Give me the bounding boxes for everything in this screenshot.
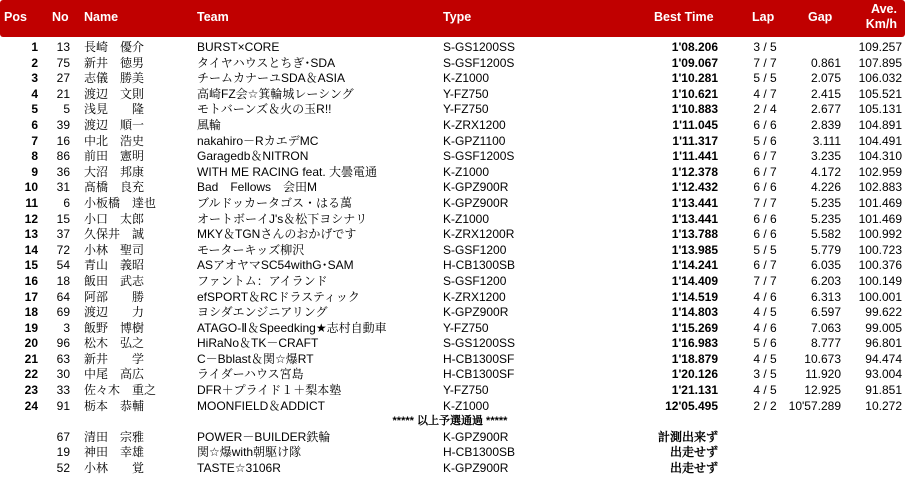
name-cell: 飯野 博樹 xyxy=(84,320,145,335)
type-cell: K-ZRX1200 xyxy=(443,117,506,132)
type-cell: K-Z1000 xyxy=(443,164,490,179)
number-cell: 16 xyxy=(56,133,70,148)
number-cell: 3 xyxy=(63,320,70,335)
table-row xyxy=(0,102,905,118)
name-cell: 渡辺 力 xyxy=(84,305,145,320)
best-time-cell: 1'10.281 xyxy=(671,71,718,86)
pos-cell: 18 xyxy=(24,305,38,320)
best-time-cell: 1'10.621 xyxy=(671,86,718,101)
table-row xyxy=(0,196,905,212)
pos-cell: 17 xyxy=(24,289,38,304)
type-cell: S-GS1200SS xyxy=(443,336,516,351)
name-cell: 小林 覚 xyxy=(84,461,145,476)
ave-speed-cell: 100.376 xyxy=(858,258,902,273)
lap-cell: 2 / 2 xyxy=(753,398,777,413)
result-rows xyxy=(0,40,905,477)
gap-cell: 3.111 xyxy=(812,133,841,148)
name-cell: 小林 聖司 xyxy=(84,242,145,257)
number-cell: 39 xyxy=(56,117,70,132)
number-cell: 31 xyxy=(56,180,70,195)
number-cell: 63 xyxy=(56,351,70,366)
type-cell: S-GSF1200S xyxy=(443,149,515,164)
pos-cell: 13 xyxy=(24,227,38,242)
gap-cell: 2.839 xyxy=(810,117,841,132)
type-cell: K-GPZ900R xyxy=(443,461,509,476)
best-time-cell: 1'13.985 xyxy=(671,242,718,257)
best-time-cell: 1'14.241 xyxy=(671,258,718,273)
number-cell: 18 xyxy=(56,273,70,288)
best-time-cell: 1'10.883 xyxy=(671,102,718,117)
name-cell: 中北 浩史 xyxy=(84,133,145,148)
best-time-cell: 1'13.441 xyxy=(671,211,718,226)
ave-speed-cell: 93.004 xyxy=(865,367,902,382)
type-cell: Y-FZ750 xyxy=(443,383,489,398)
status-cell: 出走せず xyxy=(669,461,718,476)
number-cell: 21 xyxy=(56,86,70,101)
type-cell: K-Z1000 xyxy=(443,211,490,226)
header-gap: Gap xyxy=(808,10,833,24)
type-cell: K-GPZ1100 xyxy=(443,133,506,148)
type-cell: K-Z1000 xyxy=(443,398,490,413)
type-cell: H-CB1300SF xyxy=(443,351,515,366)
name-cell: 青山 義昭 xyxy=(84,258,145,273)
header-ave xyxy=(866,2,897,32)
pos-cell: 5 xyxy=(31,102,38,117)
lap-cell: 5 / 5 xyxy=(753,71,777,86)
table-row xyxy=(0,134,905,150)
pos-cell: 15 xyxy=(24,258,38,273)
lap-cell: 4 / 6 xyxy=(753,320,777,335)
team-cell: ATAGO-Ⅱ＆Speedking★志村自動車 xyxy=(197,320,387,335)
gap-cell: 6.203 xyxy=(810,273,841,288)
name-cell: 飯田 武志 xyxy=(84,273,145,288)
team-cell: TASTE☆3106R xyxy=(197,461,281,476)
ave-speed-cell: 105.131 xyxy=(858,102,902,117)
ave-speed-cell: 100.149 xyxy=(858,273,902,288)
team-cell: MKY＆TGNさんのおかげです xyxy=(197,227,357,242)
best-time-cell: 1'11.441 xyxy=(672,149,718,164)
team-cell: nakahiro－RカエデMC xyxy=(197,133,319,148)
best-time-cell: 12'05.495 xyxy=(665,398,718,413)
header-team: Team xyxy=(197,10,229,24)
number-cell: 30 xyxy=(56,367,70,382)
ave-speed-cell: 99.622 xyxy=(865,305,902,320)
number-cell: 37 xyxy=(56,227,70,242)
team-cell: Garagedb＆NITRON xyxy=(197,149,309,164)
name-cell: 新井 徳男 xyxy=(84,55,145,70)
team-cell: ヨシダエンジニアリング xyxy=(197,305,328,320)
pos-cell: 24 xyxy=(24,398,38,413)
team-cell: モトバーンズ＆火の玉R!! xyxy=(197,102,332,117)
name-cell: 前田 憲明 xyxy=(84,149,145,164)
pos-cell: 22 xyxy=(24,367,38,382)
type-cell: S-GS1200SS xyxy=(443,40,516,54)
number-cell: 91 xyxy=(56,398,70,413)
type-cell: K-ZRX1200 xyxy=(443,289,506,304)
header-lap: Lap xyxy=(752,10,775,24)
pos-cell: 9 xyxy=(31,164,38,179)
best-time-cell: 1'21.131 xyxy=(671,383,718,398)
ave-speed-cell: 100.723 xyxy=(858,242,902,257)
lap-cell: 2 / 4 xyxy=(753,102,777,117)
team-cell: ファントム：アイランド xyxy=(197,273,328,288)
name-cell: 渡辺 文則 xyxy=(84,86,145,101)
best-time-cell: 1'11.317 xyxy=(672,133,718,148)
number-cell: 86 xyxy=(56,149,70,164)
header-name: Name xyxy=(84,10,119,24)
best-time-cell: 1'15.269 xyxy=(671,320,718,335)
lap-cell: 7 / 7 xyxy=(753,273,777,288)
lap-cell: 7 / 7 xyxy=(753,55,777,70)
status-cell: 計測出来ず xyxy=(657,429,718,444)
name-cell: 浅見 隆 xyxy=(84,102,145,117)
gap-cell: 2.075 xyxy=(810,71,841,86)
ave-speed-cell: 96.801 xyxy=(865,336,902,351)
gap-cell: 0.861 xyxy=(810,55,841,70)
ave-speed-cell: 10.272 xyxy=(865,398,902,413)
type-cell: Y-FZ750 xyxy=(443,86,489,101)
table-row xyxy=(0,336,905,352)
type-cell: K-GPZ900R xyxy=(443,180,509,195)
gap-cell: 7.063 xyxy=(810,320,841,335)
lap-cell: 5 / 6 xyxy=(753,336,777,351)
type-cell: S-GSF1200 xyxy=(443,242,507,257)
gap-cell: 3.235 xyxy=(810,149,841,164)
type-cell: K-GPZ900R xyxy=(443,195,509,210)
number-cell: 27 xyxy=(56,71,70,86)
best-time-cell: 1'09.067 xyxy=(671,55,718,70)
name-cell: 志儀 勝美 xyxy=(84,71,145,86)
table-row xyxy=(0,180,905,196)
ave-speed-cell: 101.469 xyxy=(858,195,902,210)
team-cell: 関☆爆with朝駆け隊 xyxy=(197,445,302,460)
pos-cell: 1 xyxy=(31,40,38,54)
gap-cell: 6.597 xyxy=(810,305,841,320)
header-ave-line1: Ave. xyxy=(871,2,897,16)
team-cell: ASアオヤマSC54withG･SAM xyxy=(197,258,354,273)
header-no: No xyxy=(52,10,69,24)
lap-cell: 6 / 7 xyxy=(753,258,777,273)
lap-cell: 6 / 7 xyxy=(753,164,777,179)
name-cell: 松木 弘之 xyxy=(84,336,145,351)
gap-cell: 6.313 xyxy=(810,289,841,304)
header-pos: Pos xyxy=(4,10,27,24)
table-row xyxy=(0,258,905,274)
gap-cell: 5.235 xyxy=(810,211,841,226)
type-cell: Y-FZ750 xyxy=(443,320,489,335)
table-row xyxy=(0,274,905,290)
table-row xyxy=(0,321,905,337)
pos-cell: 7 xyxy=(31,133,38,148)
number-cell: 36 xyxy=(56,164,70,179)
best-time-cell: 1'14.519 xyxy=(671,289,718,304)
name-cell: 阿部 勝 xyxy=(84,289,145,304)
table-row xyxy=(0,212,905,228)
name-cell: 新井 学 xyxy=(84,351,145,366)
ave-speed-cell: 100.992 xyxy=(858,227,902,242)
lap-cell: 4 / 5 xyxy=(753,351,777,366)
best-time-cell: 1'14.409 xyxy=(671,273,718,288)
best-time-cell: 1'13.441 xyxy=(671,195,718,210)
number-cell: 19 xyxy=(56,445,70,460)
team-cell: POWER－BUILDER鉄輪 xyxy=(197,429,331,444)
type-cell: K-GPZ900R xyxy=(443,429,509,444)
best-time-cell: 1'20.126 xyxy=(671,367,718,382)
header-type: Type xyxy=(443,10,472,24)
status-cell: 出走せず xyxy=(669,445,718,460)
table-row xyxy=(0,149,905,165)
lap-cell: 4 / 6 xyxy=(753,289,777,304)
lap-cell: 6 / 6 xyxy=(753,227,777,242)
lap-cell: 6 / 6 xyxy=(753,180,777,195)
pos-cell: 4 xyxy=(31,86,38,101)
number-cell: 33 xyxy=(56,383,70,398)
lap-cell: 5 / 6 xyxy=(753,133,777,148)
table-row xyxy=(0,305,905,321)
team-cell: efSPORT＆RCドラスティック xyxy=(197,289,360,304)
table-row xyxy=(0,165,905,181)
type-cell: H-CB1300SB xyxy=(443,258,516,273)
team-cell: WITH ME RACING feat. 大曇電通 xyxy=(197,164,378,179)
name-cell: 小板橋 達也 xyxy=(84,195,157,210)
pos-cell: 8 xyxy=(31,149,38,164)
ave-speed-cell: 104.310 xyxy=(858,149,902,164)
gap-cell: 2.415 xyxy=(810,86,841,101)
pos-cell: 21 xyxy=(24,351,38,366)
pos-cell: 23 xyxy=(24,383,38,398)
team-cell: モーターキッズ柳沢 xyxy=(197,242,305,257)
gap-cell: 6.035 xyxy=(810,258,841,273)
ave-speed-cell: 102.959 xyxy=(858,164,902,179)
table-row xyxy=(0,243,905,259)
pos-cell: 16 xyxy=(24,273,38,288)
lap-cell: 3 / 5 xyxy=(753,367,777,382)
number-cell: 96 xyxy=(56,336,70,351)
table-row xyxy=(0,352,905,368)
best-time-cell: 1'12.378 xyxy=(671,164,718,179)
lap-cell: 6 / 6 xyxy=(753,117,777,132)
lap-cell: 4 / 7 xyxy=(753,86,777,101)
name-cell: 大沼 邦康 xyxy=(84,164,145,179)
team-cell: 風輪 xyxy=(197,117,222,132)
lap-cell: 4 / 5 xyxy=(753,305,777,320)
number-cell: 6 xyxy=(63,195,70,210)
table-row xyxy=(0,87,905,103)
number-cell: 69 xyxy=(56,305,70,320)
pos-cell: 12 xyxy=(24,211,38,226)
gap-cell: 8.777 xyxy=(810,336,841,351)
table-row xyxy=(0,399,905,415)
lap-cell: 6 / 7 xyxy=(753,149,777,164)
type-cell: S-GSF1200S xyxy=(443,55,515,70)
number-cell: 67 xyxy=(56,429,70,444)
nonqualified-row xyxy=(0,430,905,446)
best-time-cell: 1'12.432 xyxy=(671,180,718,195)
number-cell: 5 xyxy=(63,102,70,117)
type-cell: S-GSF1200 xyxy=(443,273,507,288)
ave-speed-cell: 106.032 xyxy=(858,71,902,86)
gap-cell: 10'57.289 xyxy=(788,398,841,413)
name-cell: 神田 幸雄 xyxy=(84,445,145,460)
ave-speed-cell: 100.001 xyxy=(858,289,902,304)
name-cell: 栃本 恭輔 xyxy=(84,398,145,413)
team-cell: HiRaNo＆TK－CRAFT xyxy=(197,336,319,351)
gap-cell: 5.779 xyxy=(810,242,841,257)
gap-cell: 4.226 xyxy=(810,180,841,195)
name-cell: 佐々木 重之 xyxy=(84,383,157,398)
number-cell: 13 xyxy=(56,40,70,54)
header-best-time: Best Time xyxy=(654,10,714,24)
name-cell: 長崎 優介 xyxy=(84,40,145,54)
pos-cell: 3 xyxy=(31,71,38,86)
ave-speed-cell: 109.257 xyxy=(858,40,902,54)
qualifying-separator xyxy=(0,414,905,430)
best-time-cell: 1'18.879 xyxy=(671,351,718,366)
best-time-cell: 1'16.983 xyxy=(671,336,718,351)
gap-cell: 2.677 xyxy=(810,102,841,117)
gap-cell: 5.235 xyxy=(810,195,841,210)
name-cell: 清田 宗雅 xyxy=(84,429,145,444)
table-row xyxy=(0,383,905,399)
number-cell: 75 xyxy=(56,55,70,70)
nonqualified-row xyxy=(0,445,905,461)
pos-cell: 19 xyxy=(24,320,38,335)
ave-speed-cell: 104.491 xyxy=(858,133,902,148)
team-cell: DFR＋プライド１＋梨本塾 xyxy=(197,383,342,398)
table-row xyxy=(0,71,905,87)
ave-speed-cell: 104.891 xyxy=(858,117,902,132)
best-time-cell: 1'11.045 xyxy=(672,117,718,132)
ave-speed-cell: 99.005 xyxy=(865,320,902,335)
number-cell: 52 xyxy=(56,461,70,476)
name-cell: 髙橋 良充 xyxy=(84,180,145,195)
pos-cell: 2 xyxy=(31,55,38,70)
gap-cell: 4.172 xyxy=(810,164,841,179)
number-cell: 15 xyxy=(56,211,70,226)
table-row xyxy=(0,56,905,72)
name-cell: 久保井 誠 xyxy=(84,227,145,242)
type-cell: Y-FZ750 xyxy=(443,102,489,117)
table-header xyxy=(0,0,905,37)
team-cell: タイヤハウスとちぎ･SDA xyxy=(197,55,336,70)
best-time-cell: 1'14.803 xyxy=(671,305,718,320)
team-cell: Bad Fellows 会田M xyxy=(197,180,318,195)
ave-speed-cell: 101.469 xyxy=(858,211,902,226)
table-row xyxy=(0,227,905,243)
type-cell: K-GPZ900R xyxy=(443,305,509,320)
team-cell: MOONFIELD＆ADDICT xyxy=(197,398,326,413)
best-time-cell: 1'08.206 xyxy=(671,40,718,54)
type-cell: H-CB1300SB xyxy=(443,445,516,460)
pos-cell: 20 xyxy=(24,336,38,351)
team-cell: C－Bblast＆関☆爆RT xyxy=(197,351,314,366)
team-cell: オートボーイJ's＆松下ヨシナリ xyxy=(197,211,368,226)
header-ave-line2: Km/h xyxy=(865,17,897,31)
ave-speed-cell: 94.474 xyxy=(865,351,902,366)
table-row xyxy=(0,118,905,134)
lap-cell: 7 / 7 xyxy=(753,195,777,210)
number-cell: 72 xyxy=(56,242,70,257)
pos-cell: 11 xyxy=(25,195,38,210)
type-cell: H-CB1300SF xyxy=(443,367,515,382)
team-cell: チームカナーユSDA＆ASIA xyxy=(197,71,346,86)
name-cell: 渡辺 順一 xyxy=(84,117,145,132)
ave-speed-cell: 102.883 xyxy=(858,180,902,195)
gap-cell: 5.582 xyxy=(810,227,841,242)
gap-cell: 10.673 xyxy=(804,351,841,366)
pos-cell: 10 xyxy=(24,180,38,195)
team-cell: BURST×CORE xyxy=(197,40,280,54)
table-row xyxy=(0,367,905,383)
table-row xyxy=(0,290,905,306)
pos-cell: 14 xyxy=(24,242,38,257)
name-cell: 小口 太郎 xyxy=(84,211,145,226)
nonqualified-row xyxy=(0,461,905,477)
ave-speed-cell: 105.521 xyxy=(858,86,902,101)
type-cell: K-Z1000 xyxy=(443,71,490,86)
table-row xyxy=(0,40,905,56)
separator-text: ***** 以上予選通過 ***** xyxy=(392,415,508,428)
ave-speed-cell: 91.851 xyxy=(865,383,902,398)
best-time-cell: 1'13.788 xyxy=(671,227,718,242)
gap-cell: 12.925 xyxy=(804,383,841,398)
team-cell: ブルドッカータゴス・はる萬 xyxy=(197,195,353,210)
gap-cell: 11.920 xyxy=(805,367,841,382)
lap-cell: 3 / 5 xyxy=(753,40,777,54)
team-cell: 高崎FZ会☆箕輪城レーシング xyxy=(197,86,354,101)
number-cell: 54 xyxy=(56,258,70,273)
type-cell: K-ZRX1200R xyxy=(443,227,515,242)
ave-speed-cell: 107.895 xyxy=(858,55,902,70)
number-cell: 64 xyxy=(56,289,70,304)
pos-cell: 6 xyxy=(31,117,38,132)
team-cell: ライダーハウス宮島 xyxy=(197,367,304,382)
lap-cell: 4 / 5 xyxy=(753,383,777,398)
lap-cell: 6 / 6 xyxy=(753,211,777,226)
name-cell: 中尾 高広 xyxy=(84,367,145,382)
lap-cell: 5 / 5 xyxy=(753,242,777,257)
